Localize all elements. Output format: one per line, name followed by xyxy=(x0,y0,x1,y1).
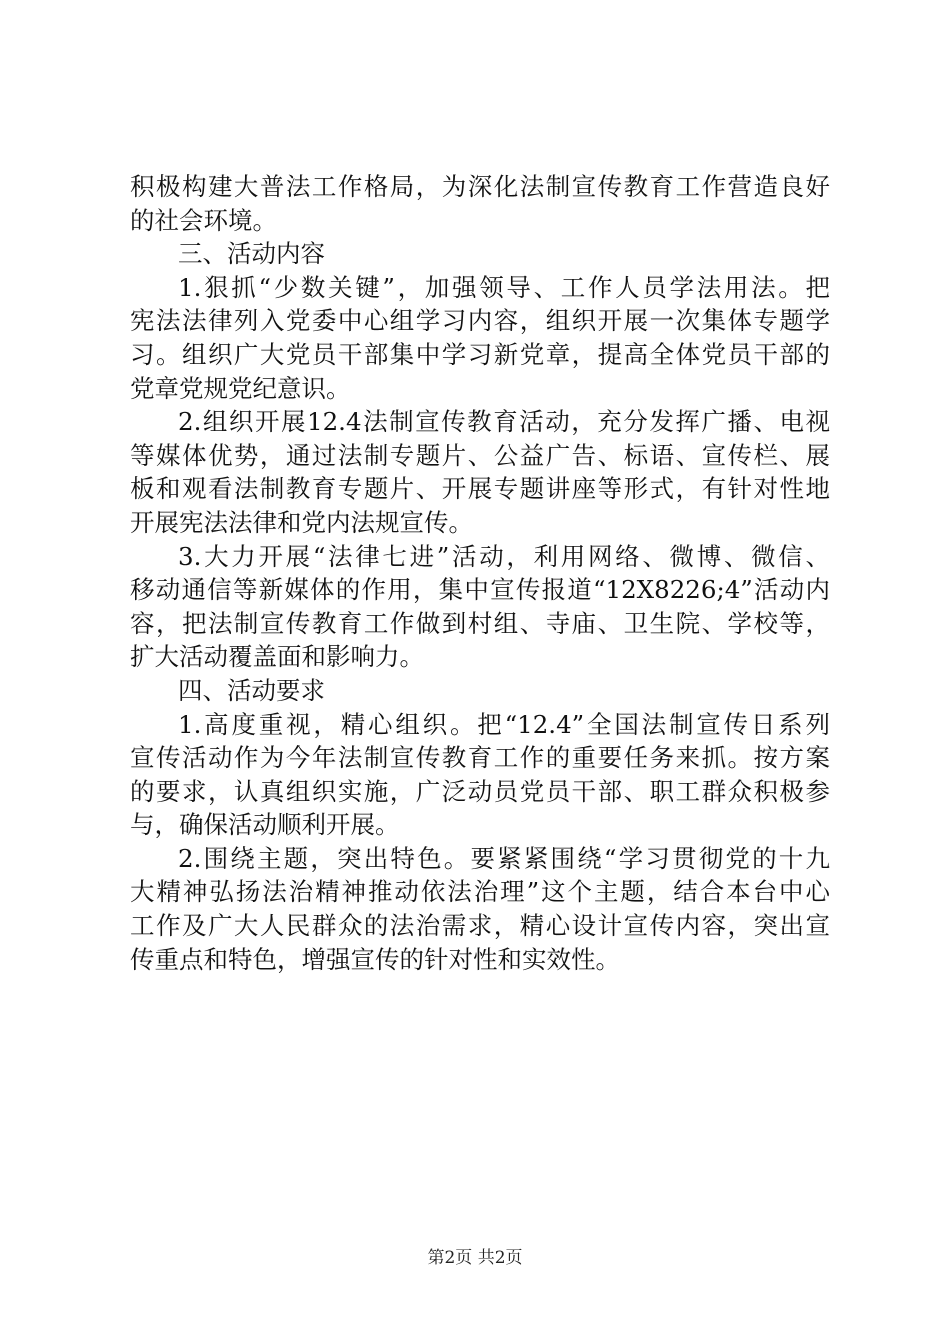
body-line: 等媒体优势，通过法制专题片、公益广告、标语、宣传栏、展 xyxy=(130,440,830,470)
body-line: 党章党规党纪意识。 xyxy=(130,373,351,403)
body-line: 开展宪法法律和党内法规宣传。 xyxy=(130,507,473,537)
page-number: 第2页 共2页 xyxy=(427,1248,523,1268)
body-line: 习。组织广大党员干部集中学习新党章，提高全体党员干部的 xyxy=(130,339,830,369)
body-line: 2.围绕主题，突出特色。要紧紧围绕“学习贯彻党的十九 xyxy=(178,843,830,873)
section-heading: 四、活动要求 xyxy=(178,675,325,705)
body-line: 大精神弘扬法治精神推动依法治理”这个主题，结合本台中心 xyxy=(130,877,830,907)
body-line: 3.大力开展“法律七进”活动，利用网络、微博、微信、 xyxy=(178,541,830,571)
body-line: 1.高度重视，精心组织。把“12.4”全国法制宣传日系列 xyxy=(178,709,830,739)
body-line: 的社会环境。 xyxy=(130,205,277,235)
body-line: 与，确保活动顺利开展。 xyxy=(130,810,400,840)
section-heading: 三、活动内容 xyxy=(178,239,325,269)
document-body xyxy=(130,170,830,976)
body-line: 1.狠抓“少数关键”，加强领导、工作人员学法用法。把 xyxy=(178,272,830,302)
body-line: 宣传活动作为今年法制宣传教育工作的重要任务来抓。按方案 xyxy=(130,743,830,773)
body-line: 的要求，认真组织实施，广泛动员党员干部、职工群众积极参 xyxy=(130,776,830,806)
body-line: 传重点和特色，增强宣传的针对性和实效性。 xyxy=(130,944,620,974)
body-line: 积极构建大普法工作格局，为深化法制宣传教育工作营造良好 xyxy=(130,172,830,201)
body-line: 宪法法律列入党委中心组学习内容，组织开展一次集体专题学 xyxy=(130,306,830,336)
body-line: 扩大活动覆盖面和影响力。 xyxy=(130,642,424,672)
body-line: 2.组织开展12.4法制宣传教育活动，充分发挥广播、电视 xyxy=(178,407,830,437)
body-line: 容，把法制宣传教育工作做到村组、寺庙、卫生院、学校等， xyxy=(130,608,830,638)
body-line: 板和观看法制教育专题片、开展专题讲座等形式，有针对性地 xyxy=(130,474,830,504)
body-line: 工作及广大人民群众的法治需求，精心设计宣传内容，突出宣 xyxy=(130,911,830,941)
body-line: 移动通信等新媒体的作用，集中宣传报道“12X8226;4”活动内 xyxy=(130,575,830,605)
